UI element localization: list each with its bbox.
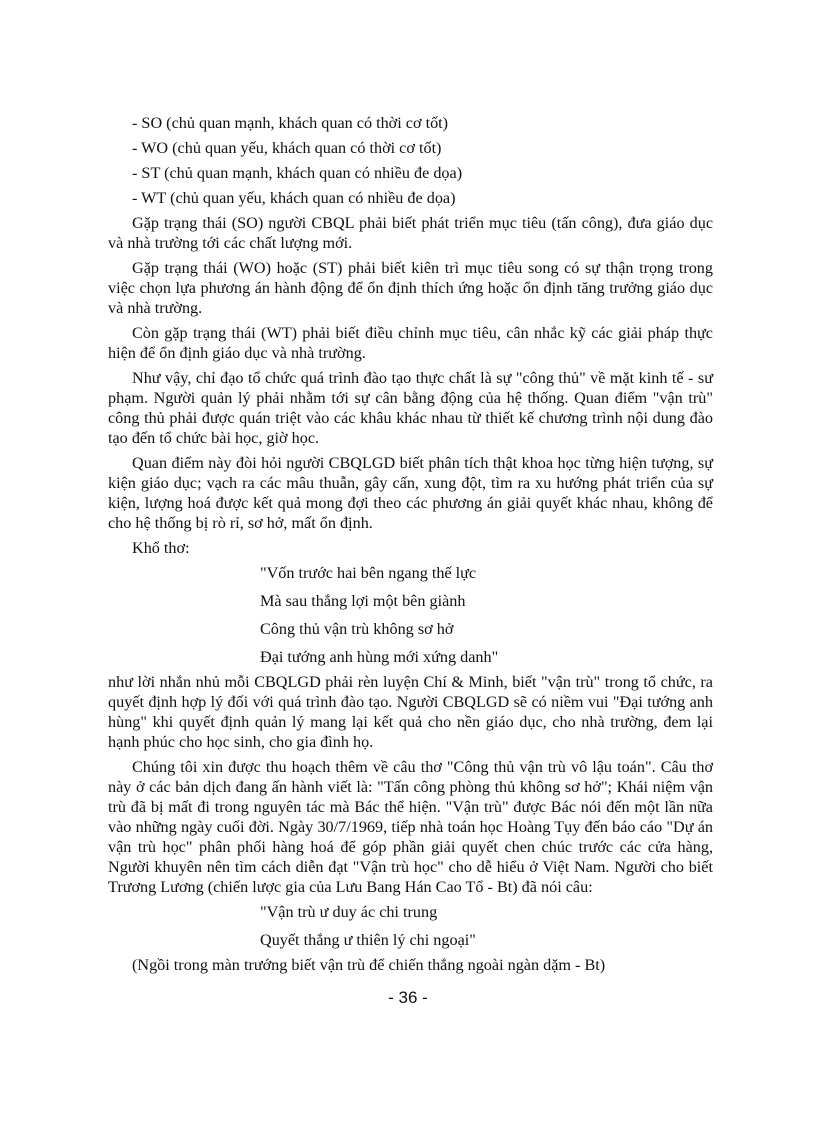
poem-lead: Khổ thơ: — [132, 539, 190, 557]
poem-line: Công thủ vận trù không sơ hở — [260, 620, 454, 638]
paragraph-wt: Còn gặp trạng thái (WT) phải biết điều chỉnh mục tiêu, cân nhắc kỹ các giải pháp thực hiện để ổn định giáo dục và nhà trường. — [108, 324, 713, 362]
paragraph-wo-st: Gặp trạng thái (WO) hoặc (ST) phải biết kiên trì mục tiêu song có sự thận trọng trong việc chọn lựa phương án hành động để ổn định thích ứng hoặc ổn định tăng trưởng giáo dục và nhà trường. — [108, 259, 713, 317]
translation-note: (Ngồi trong màn trướng biết vận trù để chiến thắng ngoài ngàn dặm - Bt) — [132, 956, 606, 974]
paragraph-so: Gặp trạng thái (SO) người CBQL phải biết phát triển mục tiêu (tấn công), đưa giáo dục và nhà trường tới các chất lượng mới. — [108, 214, 713, 252]
bullet-wt: - WT (chủ quan yếu, khách quan có nhiều đe dọa) — [132, 189, 456, 207]
quote-verse — [260, 902, 713, 950]
poem-line: Đại tướng anh hùng mới xứng danh" — [260, 648, 499, 666]
poem-verse — [260, 563, 713, 667]
page-number: - 36 - — [388, 988, 428, 1007]
bullet-so: - SO (chủ quan mạnh, khách quan có thời cơ tốt) — [132, 114, 449, 132]
quote-line: Quyết thắng ư thiên lý chi ngoại" — [260, 931, 476, 949]
poem-line: Mà sau thắng lợi một bên giành — [260, 592, 466, 610]
paragraph-quan-diem: Quan điểm này đòi hỏi người CBQLGD biết phân tích thật khoa học từng hiện tượng, sự kiện giáo dục; vạch ra các mâu thuẫn, gây cấn, xung đột, tìm ra xu hướng phát triển của sự kiện, lượng hoá được kết quả mong đợi theo các phương án giải quyết khác nhau, không để cho hệ thống bị rò rỉ, sơ hở, mất ổn định. — [108, 454, 713, 532]
paragraph-nhan-nhu: như lời nhắn nhủ mỗi CBQLGD phải rèn luyện Chí & Minh, biết "vận trù" trong tổ chức, ra quyết định hợp lý đối với quá trình đào tạo. Người CBQLGD sẽ có niềm vui "Đại tướng anh hùng" khi quyết định quản lý mang lại kết quả cho nền giáo dục, cho nhà trường, đem lại hạnh phúc cho học sinh, cho gia đình họ. — [108, 673, 713, 751]
paragraph-cong-thu: Như vậy, chỉ đạo tổ chức quá trình đào tạo thực chất là sự "công thủ" về mặt kinh tế - sư phạm. Người quản lý phải nhằm tới sự cân bằng động của hệ thống. Quan điểm "vận trù" công thủ phải được quán triệt vào các khâu khác nhau từ thiết kế chương trình nội dung đào tạo đến tổ chức bài học, giờ học. — [108, 369, 713, 447]
quote-line: "Vận trù ư duy ác chi trung — [260, 903, 438, 921]
bullet-wo: - WO (chủ quan yếu, khách quan có thời cơ tốt) — [132, 139, 442, 157]
poem-line: "Vốn trước hai bên ngang thế lực — [260, 564, 477, 582]
paragraph-thu-hoach: Chúng tôi xin được thu hoạch thêm về câu thơ "Công thủ vận trù vô lậu toán". Câu thơ này ở các bản dịch đang ấn hành viết là: "Tấn công phòng thủ không sơ hở"; Khái niệm vận trù đã bị mất đi trong nguyên tác mà Bác thể hiện. "Vận trù" được Bác nói đến một lần nữa vào những ngày cuối đời. Ngày 30/7/1969, tiếp nhà toán học Hoàng Tụy đến báo cáo "Dự án vận trù học" phân phối hàng hoá để góp phần giải quyết chen chúc trước các cửa hàng, Người khuyên nên tìm cách diễn đạt "Vận trù học" cho dễ hiểu ở Việt Nam. Người cho biết Trương Lương (chiến lược gia của Lưu Bang Hán Cao Tổ - Bt) đã nói câu: — [108, 758, 713, 896]
bullet-st: - ST (chủ quan mạnh, khách quan có nhiều đe dọa) — [132, 164, 463, 182]
body-text — [108, 113, 713, 980]
